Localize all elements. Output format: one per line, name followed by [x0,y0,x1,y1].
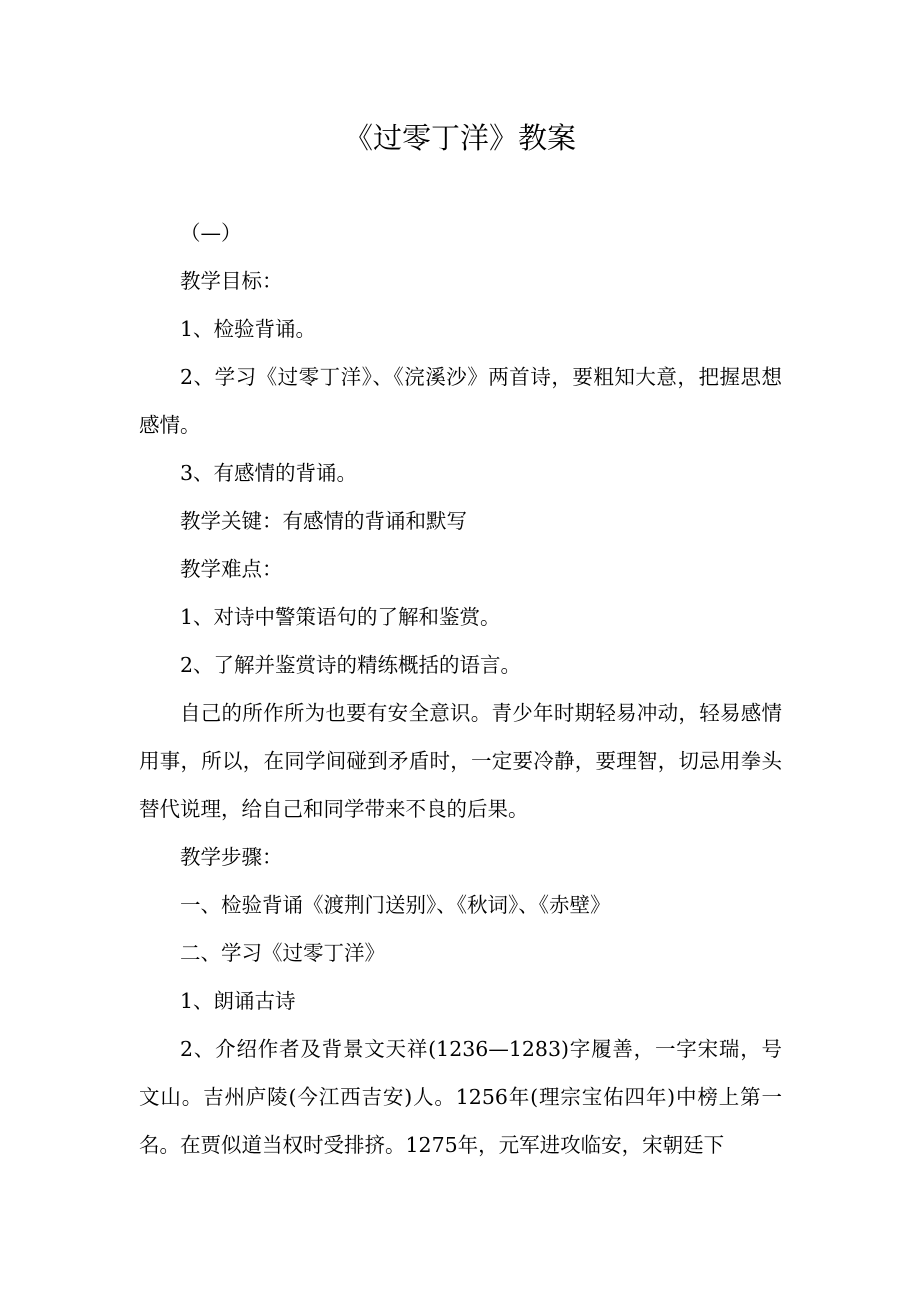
paragraph-step-2-2: 2、介绍作者及背景文天祥(1236—1283)字履善，一字宋瑞，号文山。吉州庐陵(今江西吉安)人。1256年(理宗宝佑四年)中榜上第一名。在贾似道当权时受排挤。1275年，元军进攻临安，宋朝廷下 [139,1037,782,1157]
document-title: 《过零丁洋》教案 [343,121,576,155]
paragraph-goal-3: 3、有感情的背诵。 [180,461,358,485]
paragraph-goal-1: 1、检验背诵。 [180,317,317,341]
paragraph-teaching-key: 教学关键：有感情的背诵和默写 [180,509,467,533]
paragraph-step-1: 一、检验背诵《渡荆门送别》、《秋词》、《赤壁》 [180,893,611,917]
paragraph-difficulty-1: 1、对诗中警策语句的了解和鉴赏。 [180,605,501,629]
paragraph-step-2-1: 1、朗诵古诗 [180,989,296,1013]
document-body [139,209,782,1169]
paragraph-goal-2: 2、学习《过零丁洋》、《浣溪沙》两首诗，要粗知大意，把握思想感情。 [139,365,782,437]
paragraph-safety-note: 自己的所作所为也要有安全意识。青少年时期轻易冲动，轻易感情用事，所以，在同学间碰到矛盾时，一定要冷静，要理智，切忌用拳头替代说理，给自己和同学带来不良的后果。 [139,701,782,821]
paragraph-difficulty-2: 2、了解并鉴赏诗的精练概括的语言。 [180,653,522,677]
paragraph-section-marker: （—） [180,221,242,245]
paragraph-difficulties-heading: 教学难点： [180,557,283,581]
paragraph-step-2: 二、学习《过零丁洋》 [180,941,385,965]
paragraph-teaching-goals-heading: 教学目标： [180,269,283,293]
paragraph-steps-heading: 教学步骤： [180,845,283,869]
